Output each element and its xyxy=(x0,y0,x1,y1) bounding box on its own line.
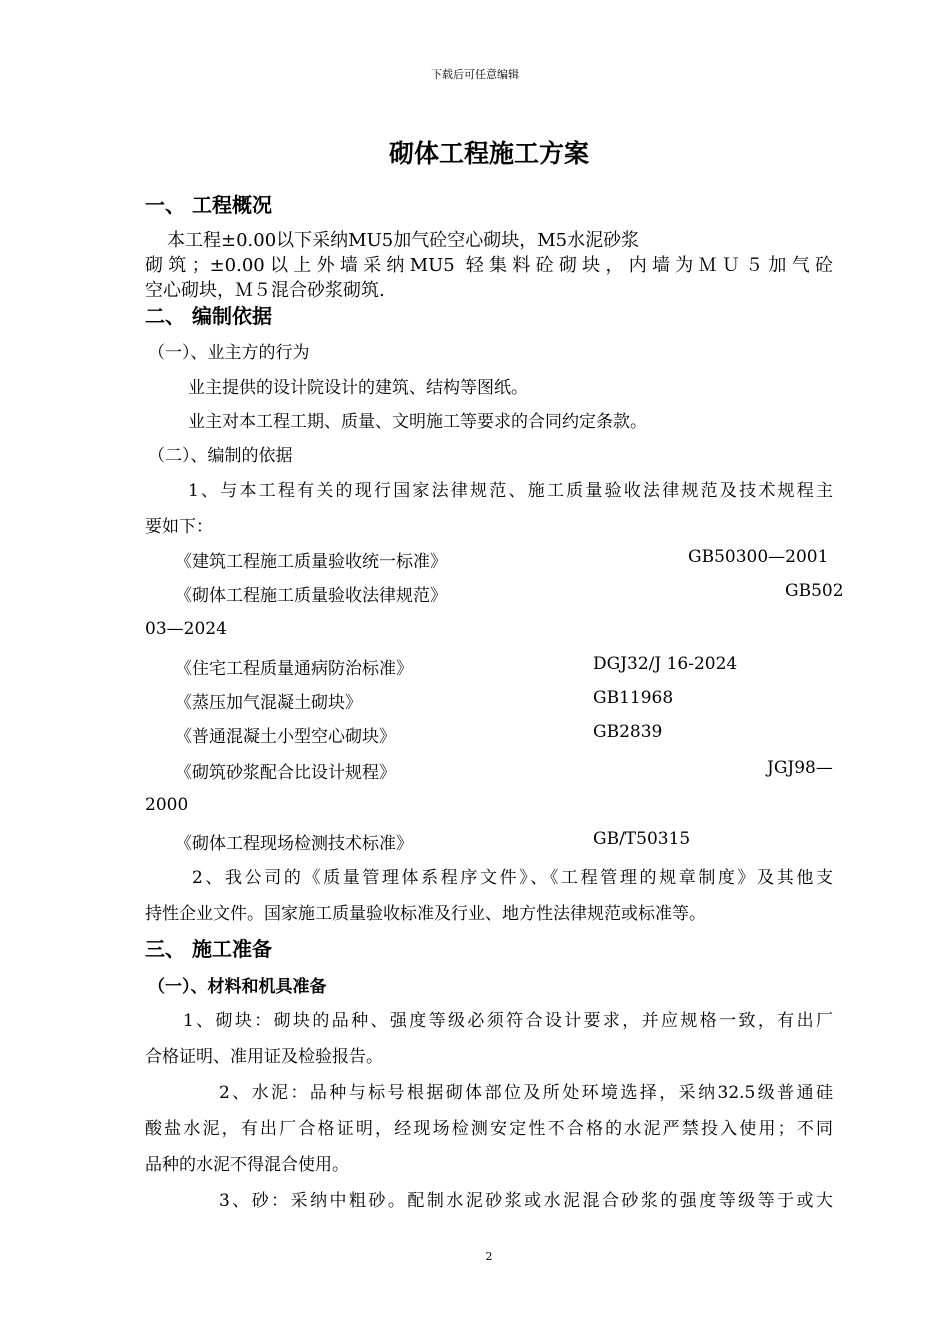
standard-2-name: 《砌体工程施工质量验收法律规范》 xyxy=(175,586,447,606)
material-3-line-1: 3、砂：采纳中粗砂。配制水泥砂浆或水泥混合砂浆的强度等级等于或大 xyxy=(219,1191,833,1211)
page-header: 下载后可任意编辑 xyxy=(431,68,519,81)
standard-2-code-continued: 03—2024 xyxy=(145,619,227,639)
standard-6-code-continued: 2000 xyxy=(145,795,189,815)
standard-7-name: 《砌体工程现场检测技术标准》 xyxy=(175,834,413,854)
standard-5-code: GB2839 xyxy=(593,722,663,742)
standard-3-name: 《住宅工程质量通病防治标准》 xyxy=(175,659,413,679)
material-2-line-3: 品种的水泥不得混合使用。 xyxy=(145,1155,349,1175)
basis-item-2-line-2: 持性企业文件。国家施工质量验收标准及行业、地方性法律规范或标准等。 xyxy=(145,904,706,924)
material-1-line-2: 合格证明、准用证及检验报告。 xyxy=(145,1047,383,1067)
standard-7-code: GB/T50315 xyxy=(593,829,691,849)
standard-2-code: GB502 xyxy=(785,581,844,601)
section-1-paragraph-line-1: 本工程±0.00以下采纳MU5加气砼空心砌块，M5水泥砂浆 xyxy=(167,230,640,251)
subsection-2-1-heading: （一）、业主方的行为 xyxy=(148,343,310,363)
material-2-line-2: 酸盐水泥，有出厂合格证明，经现场检测安定性不合格的水泥严禁投入使用；不同 xyxy=(145,1119,833,1139)
standard-5-name: 《普通混凝土小型空心砌块》 xyxy=(175,727,396,747)
standard-3-code: DGJ32/J 16-2024 xyxy=(593,654,738,674)
standard-6-code: JGJ98— xyxy=(767,758,833,778)
section-3-heading: 三、 施工准备 xyxy=(145,937,272,961)
standard-1-name: 《建筑工程施工质量验收统一标准》 xyxy=(175,552,447,572)
subsection-2-1-line-1: 业主提供的设计院设计的建筑、结构等图纸。 xyxy=(188,378,528,398)
section-2-heading: 二、 编制依据 xyxy=(145,304,272,328)
standard-6-name: 《砌筑砂浆配合比设计规程》 xyxy=(175,763,396,783)
subsection-3-1-heading: （一）、材料和机具准备 xyxy=(148,977,327,997)
basis-item-1-line-2: 要如下： xyxy=(145,517,213,537)
page-number: 2 xyxy=(485,1250,493,1263)
section-1-paragraph-line-3: 空心砌块，Ｍ５混合砂浆砌筑. xyxy=(145,280,385,301)
section-1-heading: 一、 工程概况 xyxy=(145,193,272,217)
standard-1-code: GB50300—2001 xyxy=(688,547,829,567)
standard-4-code: GB11968 xyxy=(593,688,674,708)
material-2-line-1: 2、水泥：品种与标号根据砌体部位及所处环境选择，采纳32.5级普通硅 xyxy=(219,1083,833,1103)
material-1-line-1: 1、砌块：砌块的品种、强度等级必须符合设计要求，并应规格一致，有出厂 xyxy=(183,1011,833,1031)
standard-4-name: 《蒸压加气混凝土砌块》 xyxy=(175,693,362,713)
basis-item-1-line-1: 1、与本工程有关的现行国家法律规范、施工质量验收法律规范及技术规程主 xyxy=(188,481,833,501)
subsection-2-1-line-2: 业主对本工程工期、质量、文明施工等要求的合同约定条款。 xyxy=(188,412,647,432)
basis-item-2-line-1: 2、我公司的《质量管理体系程序文件》、《工程管理的规章制度》及其他支 xyxy=(192,868,833,888)
section-1-paragraph-line-2: 砌筑；±0.00以上外墙采纳MU5 轻集料砼砌块，内墙为ＭＵ５加气砼 xyxy=(145,255,833,276)
document-title: 砌体工程施工方案 xyxy=(388,139,589,168)
subsection-2-2-heading: （二）、编制的依据 xyxy=(148,446,293,466)
